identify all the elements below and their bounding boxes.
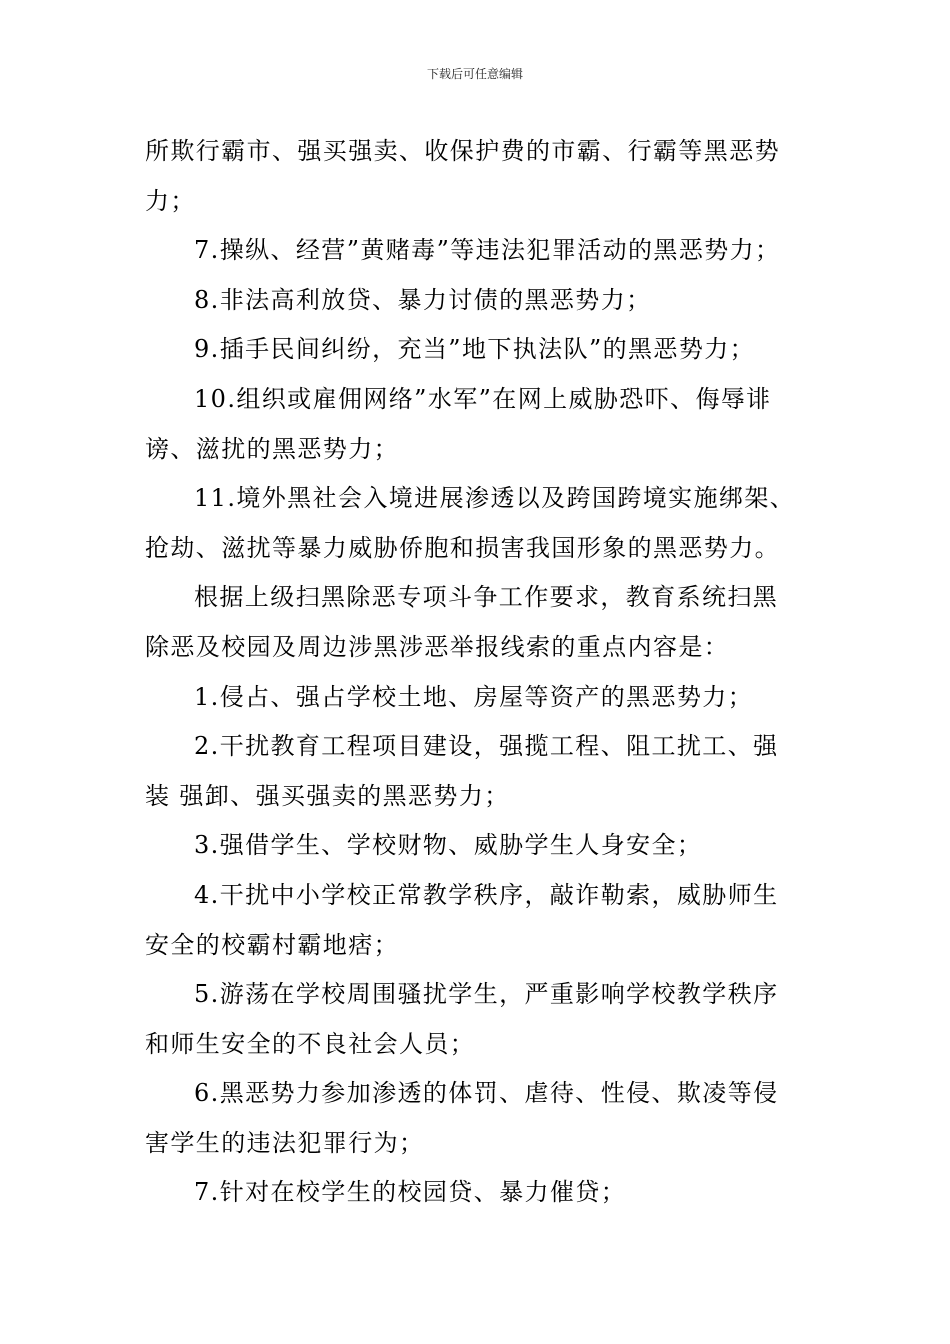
text-line-8: 11.境外黑社会入境进展渗透以及跨国跨境实施绑架、 (194, 484, 796, 513)
text-line-13: 2.干扰教育工程项目建设，强揽工程、阻工扰工、强 (194, 732, 779, 761)
text-line-14: 装 强卸、强买强卖的黑恶势力； (145, 781, 510, 810)
text-line-4: 8.非法高利放贷、暴力讨债的黑恶势力； (194, 285, 652, 314)
text-line-9: 抢劫、滋扰等暴力威胁侨胞和损害我国形象的黑恶势力。 (145, 533, 780, 562)
text-line-20: 6.黑恶势力参加渗透的体罚、虐待、性侵、欺凌等侵 (194, 1079, 779, 1108)
text-line-15: 3.强借学生、学校财物、威胁学生人身安全； (194, 831, 703, 860)
text-line-16: 4.干扰中小学校正常教学秩序，敲诈勒索，威胁师生 (194, 880, 779, 909)
text-line-21: 害学生的违法犯罪行为； (145, 1128, 425, 1157)
document-body (145, 127, 807, 1218)
text-line-17: 安全的校霸村霸地痞； (145, 930, 399, 959)
text-line-22: 7.针对在校学生的校园贷、暴力催贷； (194, 1178, 627, 1207)
page-header: 下载后可任意编辑 (426, 67, 523, 81)
text-line-5: 9.插手民间纠纷，充当”地下执法队”的黑恶势力； (194, 335, 756, 364)
text-line-18: 5.游荡在学校周围骚扰学生，严重影响学校教学秩序 (194, 980, 779, 1009)
text-line-10: 根据上级扫黑除恶专项斗争工作要求，教育系统扫黑 (194, 583, 779, 612)
text-line-6: 10.组织或雇佣网络”水军”在网上威胁恐吓、侮辱诽 (194, 384, 772, 413)
text-line-1: 所欺行霸市、强买强卖、收保护费的市霸、行霸等黑恶势 (145, 137, 780, 165)
text-line-12: 1.侵占、强占学校土地、房屋等资产的黑恶势力； (194, 682, 754, 711)
text-line-2: 力； (145, 186, 196, 215)
text-line-19: 和师生安全的不良社会人员； (145, 1029, 476, 1058)
text-line-7: 谤、滋扰的黑恶势力； (145, 434, 399, 463)
text-line-3: 7.操纵、经营”黄赌毒”等违法犯罪活动的黑恶势力； (194, 236, 781, 265)
text-line-11: 除恶及校园及周边涉黑涉恶举报线索的重点内容是： (145, 632, 730, 661)
